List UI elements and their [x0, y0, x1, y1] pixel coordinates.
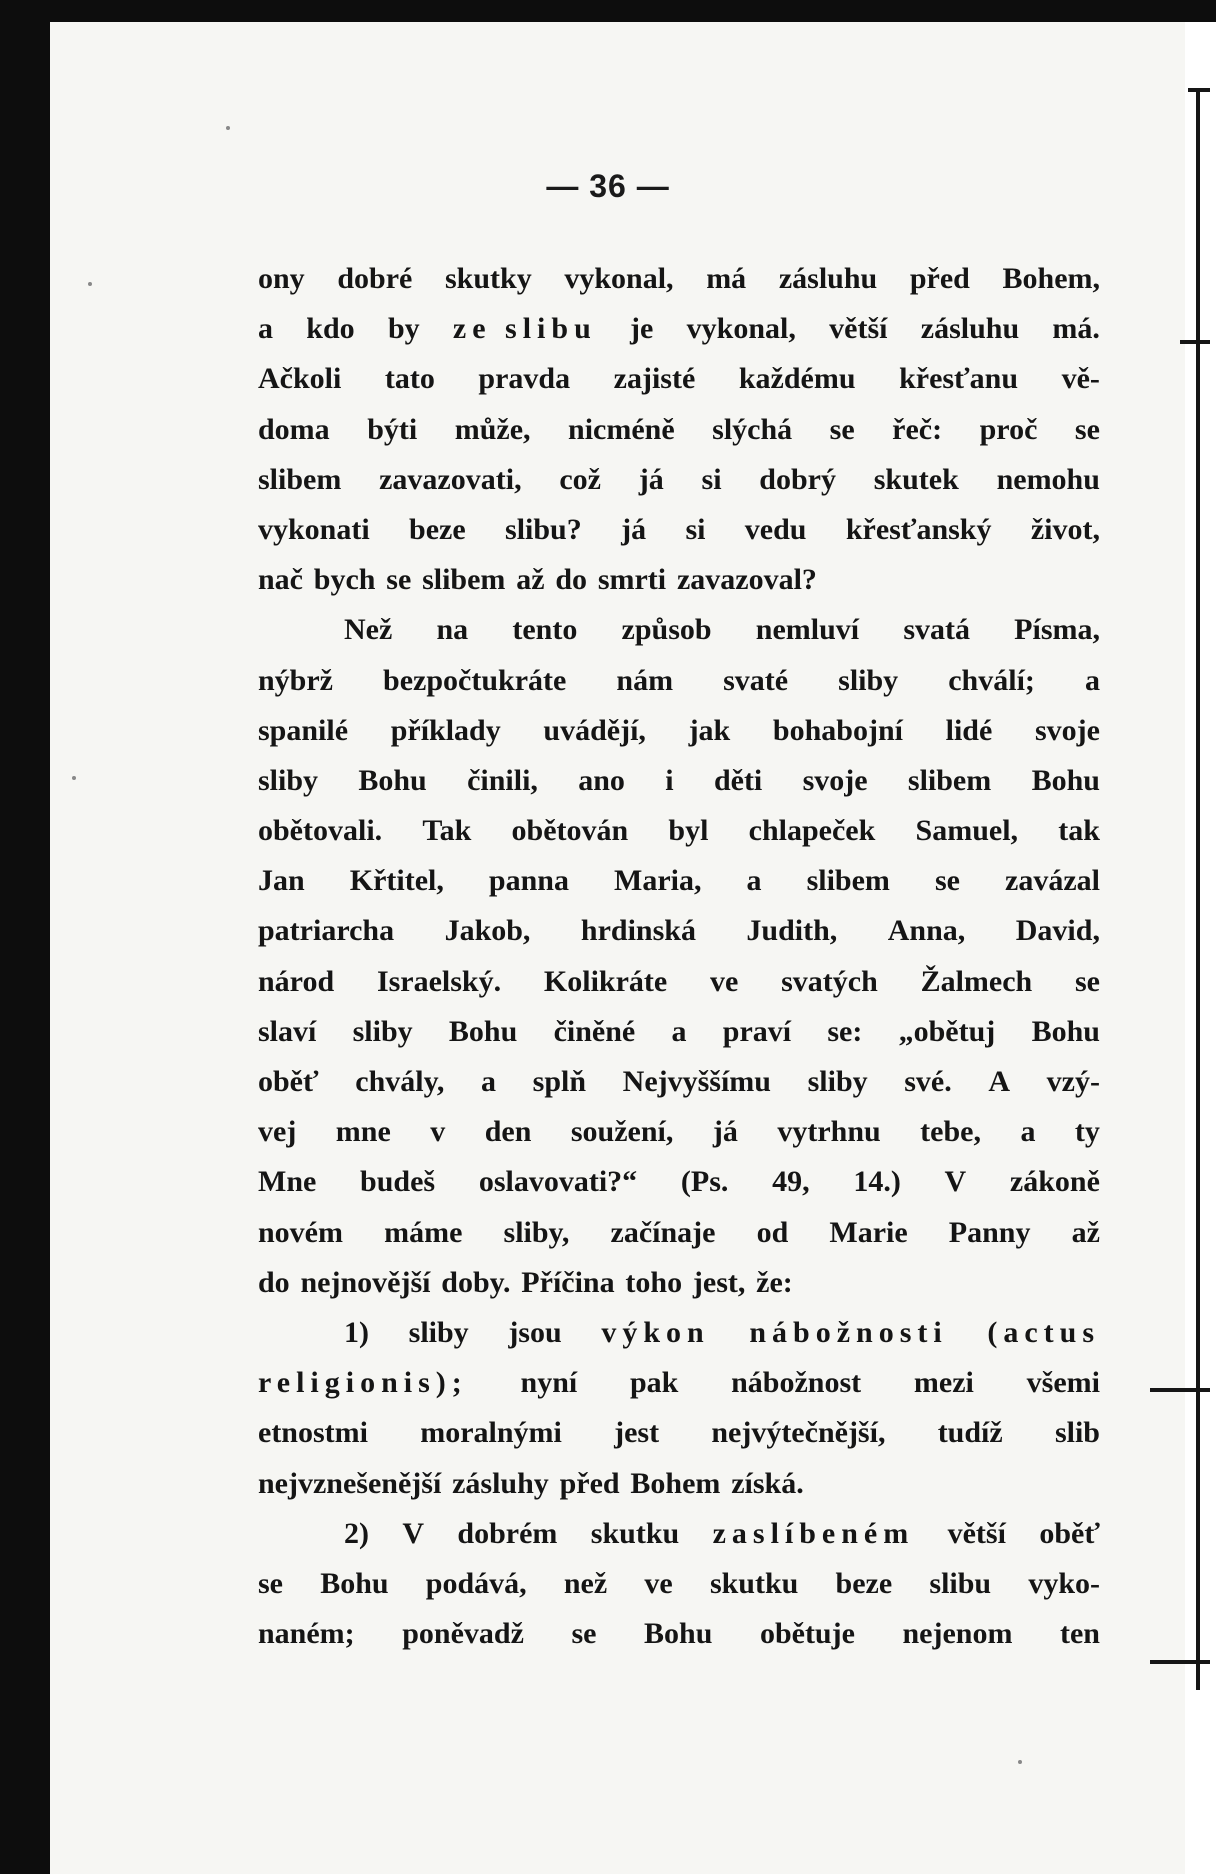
word: skutky	[444, 262, 532, 295]
word: slib	[1054, 1416, 1100, 1450]
binding-mark	[1188, 88, 1210, 92]
word: tato	[384, 362, 435, 396]
word: patriarcha	[258, 914, 395, 948]
word: slibem	[806, 864, 890, 898]
word: děti	[713, 763, 763, 797]
binding-mark	[1150, 1388, 1210, 1392]
text-line	[258, 555, 1100, 605]
word: mezi	[913, 1366, 974, 1400]
word: nač	[258, 563, 303, 597]
text-line	[258, 354, 1100, 404]
text-line	[258, 1007, 1100, 1057]
word: mne	[335, 1115, 391, 1149]
text-line	[258, 1509, 1100, 1559]
text-line	[258, 1559, 1100, 1609]
word: ano	[578, 763, 625, 797]
word: před	[909, 262, 970, 295]
word: svatých	[781, 964, 878, 998]
word: zavazoval?	[676, 563, 817, 597]
word: oslavovati?“	[478, 1165, 638, 1199]
text-line	[258, 1358, 1100, 1408]
word: Než	[344, 613, 393, 647]
word: před	[559, 1466, 620, 1500]
word: nejvýtečnější,	[711, 1416, 886, 1450]
word: i	[665, 763, 674, 797]
word: od	[756, 1215, 789, 1249]
word: vzý-	[1046, 1065, 1100, 1098]
word: soužení,	[570, 1115, 674, 1149]
word: má	[706, 262, 747, 295]
word: jak	[688, 713, 731, 747]
word: nábožnosti	[749, 1315, 948, 1349]
word: si	[685, 512, 706, 546]
word: řeč:	[892, 412, 943, 446]
word: svaté	[723, 663, 789, 697]
word: splň	[532, 1065, 587, 1098]
word: národ	[258, 964, 335, 998]
word: 2)	[344, 1516, 369, 1550]
word: podává,	[425, 1566, 527, 1600]
word: slibem	[258, 462, 342, 496]
word: činili,	[467, 763, 538, 797]
word: David,	[1015, 914, 1100, 948]
word: křesťanský	[845, 512, 992, 546]
word: chlapeček	[748, 814, 876, 848]
word: dobré	[337, 262, 413, 295]
word: (actus	[987, 1315, 1100, 1349]
binding-mark	[1150, 1660, 1210, 1664]
word: já	[638, 462, 664, 496]
word: Marie	[829, 1215, 908, 1249]
word: lidé	[945, 713, 993, 747]
word: religionis);	[258, 1366, 468, 1400]
word: Žalmech	[920, 964, 1033, 998]
word: tebe,	[920, 1115, 981, 1149]
word: se	[829, 412, 855, 446]
word: naném;	[258, 1617, 355, 1651]
word: Panny	[948, 1215, 1031, 1249]
word: vykonal,	[686, 312, 796, 346]
word: nýbrž	[258, 663, 333, 697]
word: až	[1071, 1215, 1100, 1249]
word: býti	[367, 412, 418, 446]
word: zaslíbeném	[712, 1516, 915, 1550]
word: obětovali.	[258, 814, 383, 848]
word: já	[712, 1115, 738, 1149]
word: Křtitel,	[349, 864, 444, 898]
word: příklady	[390, 713, 501, 747]
word: a	[746, 864, 762, 898]
word: křesťanu	[899, 362, 1019, 396]
text-line	[258, 1609, 1100, 1659]
word: Tak	[422, 814, 472, 848]
word: Příčina	[521, 1265, 615, 1299]
word: v	[430, 1115, 446, 1149]
paper-speck	[72, 776, 76, 780]
word: bych	[313, 563, 376, 597]
word: a	[481, 1065, 497, 1098]
word: dobrém	[457, 1516, 558, 1550]
word: ve	[644, 1566, 673, 1600]
word: Judith,	[746, 914, 838, 948]
word: nám	[616, 663, 674, 697]
word: se	[1074, 412, 1100, 446]
text-line	[258, 1107, 1100, 1157]
word: doma	[258, 412, 330, 446]
word: než	[563, 1566, 608, 1600]
page-edge	[1185, 22, 1216, 1874]
word: 14.)	[853, 1165, 901, 1199]
word: nábožnost	[731, 1366, 862, 1400]
word: Písma,	[1014, 613, 1100, 647]
text-line	[258, 505, 1100, 555]
word: ten	[1060, 1617, 1100, 1651]
text-line	[258, 806, 1100, 856]
text-line	[258, 1057, 1100, 1107]
word: budeš	[360, 1165, 436, 1199]
word: toho	[625, 1265, 683, 1299]
word: Bohu	[644, 1617, 713, 1651]
word: všemi	[1026, 1366, 1100, 1400]
word: až	[516, 563, 545, 597]
word: svoje	[802, 763, 868, 797]
word: sliby,	[503, 1215, 570, 1249]
word: tudíž	[937, 1416, 1003, 1450]
word: pravda	[478, 362, 571, 396]
word: se	[258, 1566, 283, 1600]
word: nejenom	[902, 1617, 1013, 1651]
word: 49,	[772, 1165, 810, 1199]
word: a	[671, 1014, 687, 1048]
word: sliby	[838, 663, 899, 697]
text-line	[258, 405, 1100, 455]
word: kdo	[306, 312, 355, 346]
word: zajisté	[613, 362, 696, 396]
word: uvádějí,	[543, 713, 646, 747]
word: obětován	[511, 814, 629, 848]
word: novém	[258, 1215, 343, 1249]
word: Israelský.	[376, 964, 502, 998]
word: si	[701, 462, 722, 496]
word: V	[944, 1165, 967, 1199]
word: výkon	[601, 1315, 710, 1349]
word: sliby	[408, 1315, 469, 1349]
text-line	[258, 304, 1100, 354]
word: Mne	[258, 1165, 317, 1199]
word: proč	[979, 412, 1038, 446]
word: oběť	[1039, 1516, 1100, 1550]
word: Ačkoli	[258, 362, 342, 396]
page-number: — 36 —	[546, 168, 670, 204]
word: zavázal	[1005, 864, 1100, 898]
word: Jakob,	[444, 914, 531, 948]
word: „obětuj	[898, 1014, 996, 1048]
word: chválí;	[948, 663, 1035, 697]
word: Samuel,	[915, 814, 1019, 848]
word: zákoně	[1009, 1165, 1100, 1199]
word: dobrý	[759, 462, 836, 496]
word: Bohu	[448, 1014, 518, 1048]
word: způsob	[621, 613, 712, 647]
word: 1)	[344, 1315, 369, 1349]
word: já	[621, 512, 647, 546]
word: činěné	[553, 1014, 636, 1048]
text-line	[258, 1408, 1100, 1458]
text-line	[258, 1157, 1100, 1207]
word: etnostmi	[258, 1416, 368, 1450]
word: se	[934, 864, 960, 898]
word: praví	[722, 1014, 792, 1048]
word: slibu	[929, 1566, 992, 1600]
word: doby.	[441, 1265, 511, 1299]
text-line	[258, 756, 1100, 806]
word: může,	[454, 412, 531, 446]
word: Bohu	[1031, 763, 1100, 797]
word: je	[630, 312, 654, 346]
word: oběť	[258, 1065, 319, 1098]
word: a	[1020, 1115, 1036, 1149]
word: bezpočtukráte	[383, 663, 567, 697]
word: Jan	[258, 864, 305, 898]
word: tento	[512, 613, 578, 647]
word: tak	[1058, 814, 1100, 848]
word: svatá	[903, 613, 970, 647]
text-line	[258, 656, 1100, 706]
word: se	[571, 1617, 597, 1651]
word: sliby	[352, 1014, 413, 1048]
word: slýchá	[712, 412, 793, 446]
word: Bohu	[358, 763, 427, 797]
word: na	[436, 613, 469, 647]
word: větší	[829, 312, 888, 346]
word: vedu	[744, 512, 807, 546]
word: obětuje	[759, 1617, 855, 1651]
word: jest,	[692, 1265, 746, 1299]
paper-speck	[88, 282, 92, 286]
paper-speck	[226, 126, 230, 130]
text-line	[258, 906, 1100, 956]
word: vě-	[1061, 362, 1100, 396]
paper-speck	[1018, 1760, 1022, 1764]
word: se	[386, 563, 412, 597]
text-line	[258, 856, 1100, 906]
word: nyní	[520, 1366, 578, 1400]
word: zásluhy	[452, 1466, 549, 1500]
word: Bohu	[1031, 1014, 1100, 1048]
word: ve	[710, 964, 739, 998]
word: slibu?	[505, 512, 582, 546]
word: vytrhnu	[777, 1115, 881, 1149]
text-line	[258, 1459, 1100, 1509]
word: vykonati	[258, 512, 370, 546]
word: začínaje	[610, 1215, 716, 1249]
word: svoje	[1034, 713, 1100, 747]
word: bohabojní	[772, 713, 903, 747]
word: chvály,	[355, 1065, 445, 1098]
word: každému	[738, 362, 856, 396]
word: Bohem	[630, 1466, 721, 1500]
word: zásluhu	[778, 262, 878, 295]
word: pak	[630, 1366, 679, 1400]
word: a	[258, 312, 273, 346]
word: Nejvyššímu	[622, 1065, 771, 1098]
word: své.	[904, 1065, 952, 1098]
word: nejvznešenější	[258, 1466, 442, 1500]
word: sliby	[807, 1065, 868, 1098]
word: vej	[258, 1115, 297, 1149]
word: život,	[1030, 512, 1100, 546]
word: byl	[668, 814, 709, 848]
word: ze slibu	[452, 312, 597, 346]
word: Bohu	[320, 1566, 389, 1600]
text-line	[258, 455, 1100, 505]
word: hrdinská	[580, 914, 696, 948]
word: vyko-	[1028, 1566, 1100, 1600]
word: ony	[258, 262, 305, 295]
binding-mark	[1180, 340, 1210, 344]
word: Maria,	[614, 864, 702, 898]
word: získá.	[731, 1466, 804, 1500]
word: sliby	[258, 763, 319, 797]
word: smrti	[597, 563, 667, 597]
word: skutek	[873, 462, 959, 496]
word: by	[387, 312, 420, 346]
word: do	[555, 563, 588, 597]
word: A	[988, 1065, 1011, 1098]
word: skutku	[590, 1516, 680, 1550]
word: zásluhu	[920, 312, 1020, 346]
text-line	[258, 605, 1100, 655]
word: panna	[488, 864, 569, 898]
text-line	[258, 1208, 1100, 1258]
word: ty	[1074, 1115, 1100, 1149]
word: (Ps.	[680, 1165, 729, 1199]
word: Bohem,	[1002, 262, 1100, 295]
text-line	[258, 1258, 1100, 1308]
word: moralnými	[420, 1416, 562, 1450]
word: což	[559, 462, 601, 496]
word: větší	[947, 1516, 1006, 1550]
word: slaví	[258, 1014, 317, 1048]
word: skutku	[709, 1566, 799, 1600]
word: a	[1084, 663, 1100, 697]
text-line	[258, 706, 1100, 756]
word: Kolikráte	[543, 964, 668, 998]
word: V	[402, 1516, 425, 1550]
word: máme	[384, 1215, 463, 1249]
word: poněvadž	[402, 1617, 524, 1651]
text-line	[258, 957, 1100, 1007]
word: beze	[835, 1566, 893, 1600]
word: do	[258, 1265, 290, 1299]
word: nicméně	[568, 412, 675, 446]
text-line	[258, 254, 1100, 304]
word: jsou	[508, 1315, 562, 1349]
word: jest	[614, 1416, 660, 1450]
word: že:	[756, 1265, 793, 1299]
word: slibem	[422, 563, 506, 597]
binding-edge-line	[1196, 90, 1200, 1690]
word: nemohu	[996, 462, 1100, 496]
word: den	[484, 1115, 532, 1149]
word: nejnovější	[300, 1265, 431, 1299]
text-line	[258, 1308, 1100, 1358]
word: beze	[409, 512, 466, 546]
word: zavazovati,	[379, 462, 522, 496]
word: spanilé	[258, 713, 349, 747]
word: slibem	[907, 763, 992, 797]
word: vykonal,	[564, 262, 674, 295]
word: má.	[1052, 312, 1100, 346]
word: se:	[827, 1014, 863, 1048]
word: se	[1075, 964, 1100, 998]
word: nemluví	[755, 613, 860, 647]
word: Anna,	[887, 914, 966, 948]
body-text	[258, 254, 1100, 1659]
